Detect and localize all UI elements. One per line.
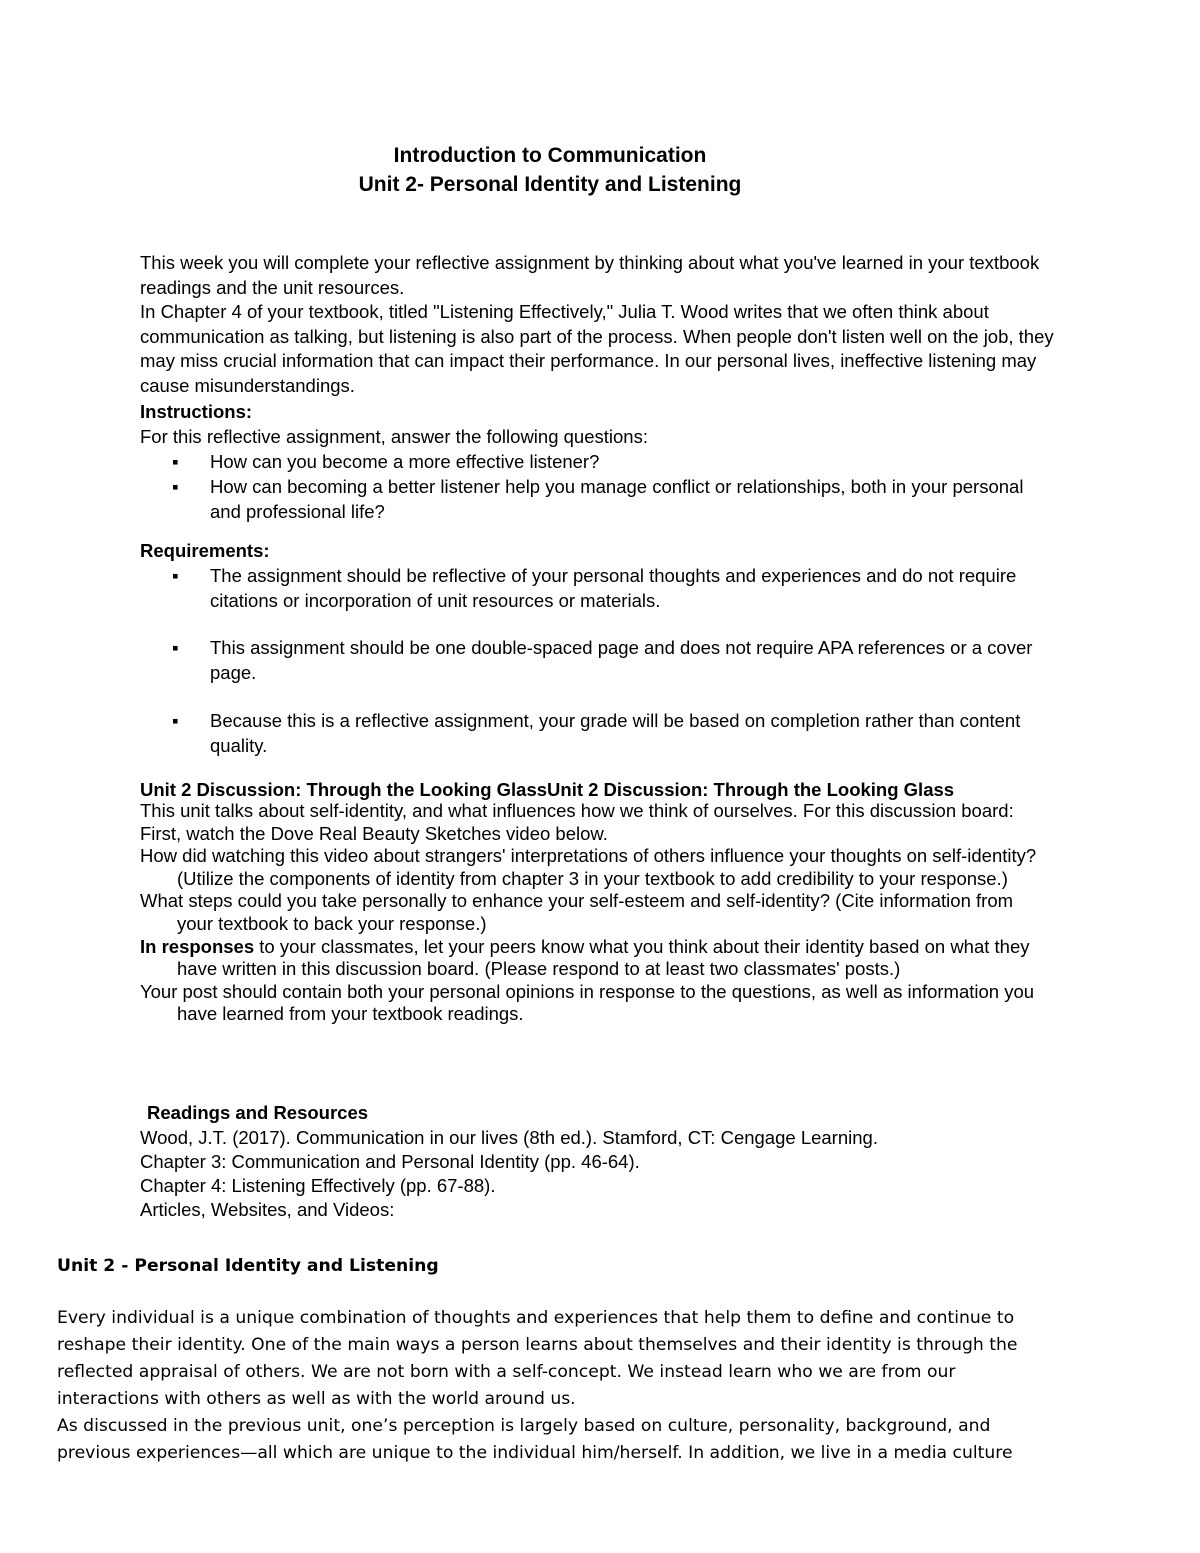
discussion-body (140, 800, 1050, 1026)
bullet-icon: ▪ (172, 476, 179, 497)
instruction-item-text: How can you become a more effective listener? (210, 451, 600, 472)
responses-bold: In responses (140, 935, 255, 957)
discussion-paragraph: What steps could you take personally to enhance your self-esteem and self-identity? (Cite information from your textbook to back your response.) (140, 890, 1014, 934)
bullet-icon: ▪ (172, 637, 179, 658)
reading-line: Chapter 4: Listening Effectively (pp. 67-88). (140, 1175, 496, 1196)
discussion-paragraph (140, 936, 1050, 981)
requirements-heading: Requirements: (140, 540, 270, 561)
requirement-item-text: Because this is a reflective assignment, your grade will be based on completion rather than content quality. (210, 710, 1021, 756)
bullet-icon: ▪ (172, 565, 179, 586)
section2-heading: Unit 2 - Personal Identity and Listening (57, 1256, 439, 1276)
intro-paragraph-2: In Chapter 4 of your textbook, titled "Listening Effectively," Julia T. Wood writes that we often think about communication as talking, but listening is also part of the process. When people don't listen well on the job, they may miss crucial information that can impact their performance. In our personal lives, ineffective listening may cause misunderstandings. (140, 301, 1054, 396)
section2-paragraph-1: Every individual is a unique combination of thoughts and experiences that help them to define and continue to reshape their identity. One of the main ways a person learns about themselves and their identity is through the reflected appraisal of others. We are not born with a self-concept. We instead learn who we are from our interactions with others as well as with the world around us. (57, 1308, 1018, 1409)
bullet-icon: ▪ (172, 710, 179, 731)
discussion-paragraph: This unit talks about self-identity, and what influences how we think of ourselves. For this discussion board: (140, 800, 1014, 821)
bullet-icon: ▪ (172, 451, 179, 472)
discussion-paragraph: How did watching this video about strangers' interpretations of others influence your thoughts on self-identity? (Utilize the components of identity from chapter 3 in your textbook to add credibility to your response.) (140, 845, 1037, 889)
requirement-item-text: The assignment should be reflective of your personal thoughts and experiences and do not require citations or incorporation of unit resources or materials. (210, 565, 1017, 611)
reading-line: Articles, Websites, and Videos: (140, 1199, 395, 1220)
course-title: Introduction to Communication (393, 144, 707, 167)
instructions-heading: Instructions: (140, 401, 253, 422)
readings-heading: Readings and Resources (147, 1102, 369, 1123)
reading-line: Chapter 3: Communication and Personal Identity (pp. 46-64). (140, 1151, 640, 1172)
section2-paragraph-2: As discussed in the previous unit, one’s perception is largely based on culture, personality, background, and previous experiences—all which are unique to the individual him/herself. In addition, we live in a media culture (57, 1416, 1013, 1463)
instruction-item-text: How can becoming a better listener help you manage conflict or relationships, both in your personal and professional life? (210, 476, 1024, 522)
discussion-paragraph: First, watch the Dove Real Beauty Sketches video below. (140, 822, 608, 844)
reading-line: Wood, J.T. (2017). Communication in our lives (8th ed.). Stamford, CT: Cengage Learning. (140, 1127, 878, 1148)
discussion-paragraph: Your post should contain both your personal opinions in response to the questions, as well as information you have learned from your textbook readings. (140, 980, 1035, 1025)
unit-title: Unit 2- Personal Identity and Listening (358, 173, 742, 196)
intro-paragraph-1: This week you will complete your reflective assignment by thinking about what you've learned in your textbook readings and the unit resources. (140, 252, 1040, 298)
requirement-item-text: This assignment should be one double-spaced page and does not require APA references or a cover page. (210, 637, 1033, 683)
instructions-lead: For this reflective assignment, answer the following questions: (140, 426, 648, 447)
discussion-heading: Unit 2 Discussion: Through the Looking GlassUnit 2 Discussion: Through the Looking Glass (140, 779, 955, 800)
responses-text: to your classmates, let your peers know what you think about their identity based on what they have written in this discussion board. (Please respond to at least two classmates' posts.) (177, 935, 1030, 980)
